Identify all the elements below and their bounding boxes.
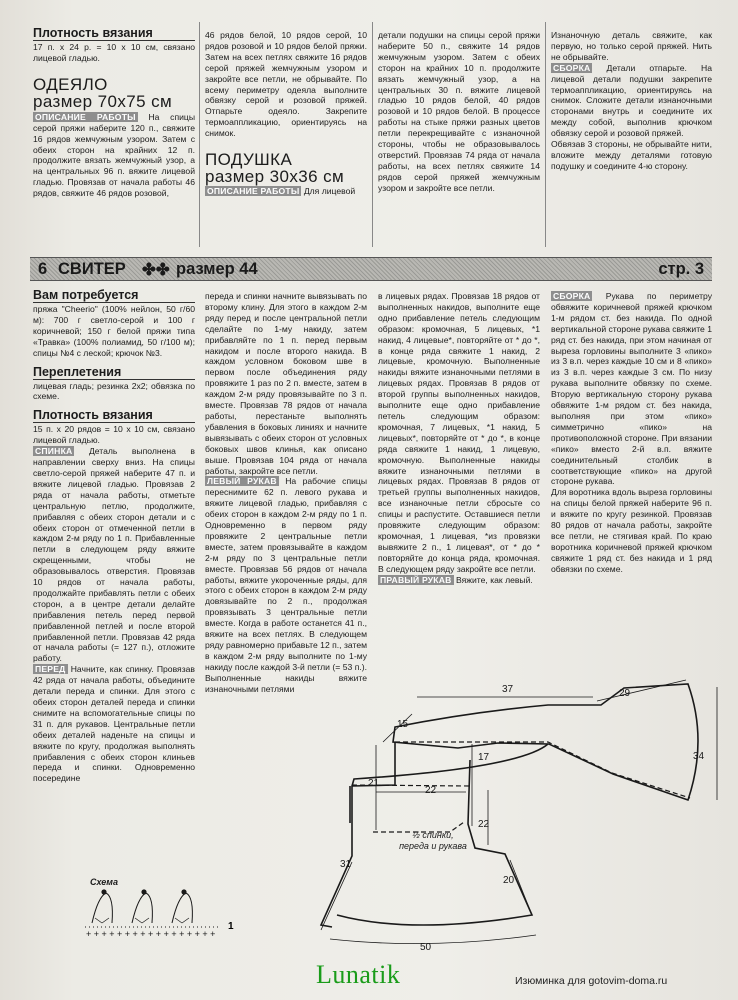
pillow-title: ПОДУШКА	[205, 150, 293, 170]
dimension-label-50: 50	[420, 942, 432, 953]
sweater-density-title: Плотность вязания	[33, 408, 195, 423]
front-label: ПЕРЕД	[35, 664, 66, 675]
dimension-label-31: 31	[340, 859, 352, 870]
sweater-assembly-label: СБОРКА	[553, 291, 591, 301]
banner-number: 6	[38, 260, 48, 278]
schema-chain-dots	[101, 889, 186, 894]
schema-title: Схема	[90, 877, 118, 887]
dimension-label-21: 21	[368, 778, 380, 789]
banner-page: стр. 3	[658, 260, 704, 278]
dimension-20-line	[510, 860, 532, 915]
pattern-fold-line	[395, 742, 690, 798]
dimension-label-22-horizontal: 22	[425, 785, 437, 796]
pillow-assembly-label: СБОРКА	[553, 62, 591, 73]
dimension-29-line	[597, 680, 686, 701]
pillow-continued-text: детали подушки на спицы серой пряжи наберите 50 п., свяжите 14 рядов жемчужным узором. Затем с обеих сторон на крайних 10 п. продолжите вязать жемчужный узор, а на центральных 30 п. вяжите лицевой гладью 10 рядов белой, 40 рядов розовой и 10 рядов белой. В процессе работы на стыке пряжи разных цветов петли перекрещивайте с изнаночной стороны, чтобы не образовывалось отверстий. Провязав 74 ряда от начала работы, на всех петлях свяжите 14 рядов серой пряжей жемчужным узором и закройте все петли.	[378, 30, 540, 193]
front-continued-text: переда и спинки начните вывязывать по второму клину. Для этого в каждом 2-м ряду перед и после центральной петли сделайте по 1-му накиду, затем прибавляйте по 1 п. перед первым накидом и после второго накида. В каждом условном боковом шве в первом после объединения ряду провяжите 1 раз по 2 п. вместе, затем в каждом 2-м ряду провязывайте по 3 п. вместе. Провязав 78 рядов от начала работы, перестаньте выполнять убавления в боковых линиях и начните вывязывать с обеих сторон от условных боковых швов клинья, как описано выше. Провязав 104 ряда от начала работы, закройте все петли.	[205, 291, 367, 476]
left-sleeve-text: На рабочие спицы переснимите 62 п. левого рукава и вяжите лицевой гладью, прибавляя с обеих сторон в каждом 2-м ряду по 1 п. Одновременно в первом ряду провяжите 2 центральные петли вместе, затем провязывайте в каждом 2-м ряду по 3 центральные петли вместе. Провязав 56 рядов от начала работы, вяжите укороченные ряды, для этого с обеих сторон в каждом 2-м ряду довязывайте по 2 п., продолжая провязывать 3 центральные петли вместе. Когда в работе останется 41 п., вяжите на всех петлях. В следующем ряду равномерно прибавьте 12 п., затем в каждом 2-м ряду выполните по 1-му накиду после каждой 3-й петли (= 53 п.). Выполненные накиды вяжите изнаночными петлями	[205, 476, 368, 694]
back-label: СПИНКА	[35, 446, 73, 457]
schema-plus-row	[86, 929, 215, 939]
materials-title: Вам потребуется	[33, 288, 195, 303]
pillow-work-label: ОПИСАНИЕ РАБОТЫ	[207, 186, 300, 197]
pillow-back-text: Изнаночную деталь свяжите, как первую, но только серой пряжей. Нить не обрывайте.	[551, 30, 712, 62]
right-sleeve-text: Вяжите, как левый.	[455, 574, 533, 585]
collar-text: Для воротника вдоль выреза горловины на спицы белой пряжей наберите 96 п. и вяжите по кругу резинкой. Провязав 80 рядов от начала работы, закройте все петли, не стягивая край. По краю воротника коричневой пряжей крючком свяжите 1 ряд ст. без накида и 1 ряд обвязки по схеме.	[551, 487, 712, 574]
pattern-piece-label: ½ спинки, переда и рукава	[399, 830, 467, 851]
banner-clover-icon: ✤✤	[142, 261, 170, 279]
blanket-continued-text: 46 рядов белой, 10 рядов серой, 10 рядов розовой и 10 рядов белой пряжи. Затем на всех петлях свяжите 16 рядов серой пряжей жемчужным узором и закройте все петли, не обрывайте. По всему периметру одеяла выполните обвязку серой и розовой пряжей. Отпарьте одеяло. Закрепите термоаппликацию, ориентируясь на снимок.	[205, 30, 367, 139]
footer-credit: Изюминка для gotovim-doma.ru	[515, 975, 668, 987]
right-sleeve-label: ПРАВЫЙ РУКАВ	[380, 574, 452, 585]
pillow-assembly-text: Детали отпарьте. На лицевой детали подушки закрепите термоаппликацию, ориентируясь на снимок. Сложите детали изнаночными сторонами внутрь и соедините их между собой, выполнив крючком обвязку серой и розовой пряжей.	[551, 62, 713, 139]
banner-title: СВИТЕР	[58, 260, 126, 278]
sweater-assembly-text: Рукава по периметру обвяжите коричневой пряжей крючком 1-м рядом ст. без накида. По одной вертикальной стороне рукава свяжите 1 ряд ст. без накида, при этом начиная от выреза горловины выполните 3 «пико» из 3 в.п. через каждые 10 см и 8 «пико» из 3 в.п. через каждые 3 см. По низу рукава выполните обвязку по схеме. Вторую вертикальную сторону рукава обвяжите 1-м рядом ст. без накида, выполняя при этом «пико» симметрично «пико» на противоположной стороне. При вязании «пико» вместо 2-й в.п. вяжите соединительный столбик в соответствующие «пико» на другой стороне рукава.	[551, 291, 713, 487]
pillow-size: размер 30x36 см	[205, 167, 345, 187]
materials-text: пряжа "Cheerio" (100% нейлон, 50 г/60 м): 700 г светло-серой и 100 г коричневой; 150 г белой пряжи типа «Травка» (100% полиамид, 50 г/100 м); спицы №4 с леской; крючок №3.	[33, 304, 195, 358]
back-text: Деталь выполнена в направлении сверху вниз. На спицы светло-серой пряжей наберите 47 п. и вяжите лицевой гладью. Провязав 2 ряда от начала работы, отметьте центральную петлю, продолжите, прибавляя с обеих сторон детали и с обеих сторон от отмеченной петли в каждом 2-м ряду по 1 п. Прибавленные петли в следующем ряду вяжите скрещенными, чтобы не образовывалось отверстия. Провязав 10 рядов от начала работы, продолжайте прибавлять петли с обеих сторон, а в центре детали делайте прибавления петель перед первой прибавленной петлей и после второй прибавленной петли. Провязав 42 ряда от начала работы (= 127 п.), отложите работу.	[33, 446, 195, 664]
sleeve-continued-text: в лицевых рядах. Провязав 18 рядов от выполненных накидов, выполните еще одно прибавление петель следующим образом: кромочная, 5 лицевых, *1 накид, 4 лицевые*, повторяйте от * до *, в конце ряда свяжите 1 накид, 2 лицевые, кромочную. Выполненные накиды вяжите изнаночными петлями в лицевых рядах. Провязав 8 рядов от второй группы выполненных накидов, выполните еще одно прибавление петель следующим образом: кромочная, 7 лицевых, *1 накид, 5 лицевых*, повторяйте от * до *, в конце ряда свяжите 1 накид, 1 лицевую, кромочную. Выполненные накиды вяжите изнаночными петлями в лицевых рядах. Провязав 8 рядов от третьей группы выполненных накидов, все изнаночные петли сбросьте со спицы и распустите. Оставшиеся петли провяжите следующим образом: кромочная, 1 лицевая, *из провязки вывяжите 2 п., 1 лицевая*, от * до * повторяйте до конца ряда, кромочная. В следующем ряду закройте все петли.	[378, 291, 540, 574]
dimension-label-22-vertical: 22	[478, 819, 490, 830]
blanket-density-title: Плотность вязания	[33, 26, 195, 41]
blanket-density-text: 17 п. x 24 р. = 10 x 10 см, связано лицевой гладью.	[33, 42, 195, 63]
dimension-label-15: 15	[397, 719, 409, 730]
patterns-title: Переплетения	[33, 365, 195, 380]
front-text: Начните, как спинку. Провязав 42 ряда от начала работы, объедините детали переда и спинки. Для этого с обеих сторон деталей переда и спинки снимите на вспомогательные спицы по 31 п. для рукавов. Центральные петли обеих деталей наденьте на спицы и вяжите по кругу, продолжая выполнять прибавления с обеих сторон клиньев переда и спинки. Одновременно посередине	[33, 664, 195, 784]
blanket-size: размер 70x75 см	[33, 91, 173, 111]
dimension-label-34: 34	[693, 751, 705, 762]
svg-text:+ + + + + + + + + + + + + + +: + + + + + + + + + + + + + + + + +	[86, 929, 216, 939]
watermark-signature: Lunatik	[316, 960, 401, 989]
schema-row-number: 1	[228, 921, 234, 932]
dimension-50-line	[330, 935, 536, 944]
dimension-label-17: 17	[478, 752, 490, 763]
dimension-label-20: 20	[503, 875, 515, 886]
sweater-density-text: 15 п. x 20 рядов = 10 x 10 см, связано лицевой гладью.	[33, 424, 195, 446]
picot-loop-2	[132, 893, 152, 923]
picot-loop-3	[172, 893, 192, 923]
blanket-work-text: На спицы серой пряжи наберите 120 п., свяжите 16 рядов жемчужным узором. Затем с обеих сторон на крайних 12 п. продолжите вязать жемчужный узор, а на центральных 96 п. вяжите лицевой гладью. Провязав от начала работы 46 рядов, свяжите 46 рядов розовой,	[33, 111, 195, 199]
dimension-label-29: 29	[619, 688, 631, 699]
blanket-work-label: ОПИСАНИЕ РАБОТЫ	[35, 111, 136, 122]
patterns-text: лицевая гладь; резинка 2x2; обвязка по схеме.	[33, 380, 195, 402]
left-sleeve-label: ЛЕВЫЙ РУКАВ	[207, 476, 277, 487]
crochet-schema	[80, 885, 240, 940]
picot-loop-1	[92, 893, 112, 923]
dimension-31-line	[321, 862, 352, 930]
pillow-final-text: Обвязав 3 стороны, не обрывайте нити, вложите между деталями готовую подушку и соедините 4-ю сторону.	[551, 139, 712, 171]
blanket-title: ОДЕЯЛО	[33, 74, 108, 94]
pillow-work-text: Для лицевой	[303, 186, 356, 197]
dimension-label-37: 37	[502, 684, 514, 695]
schema-stitch-marks	[95, 918, 189, 923]
banner-size: размер 44	[176, 260, 258, 278]
